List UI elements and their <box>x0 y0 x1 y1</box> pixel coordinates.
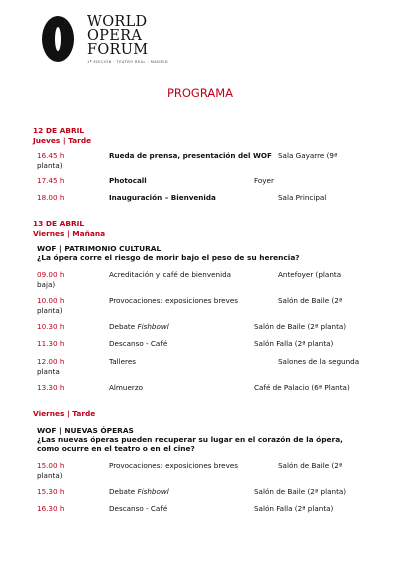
row-place-wrap: planta) <box>37 160 63 170</box>
row-place-wrap: baja) <box>37 279 56 289</box>
row-place: Café de Palacio (6ª Planta) <box>254 383 350 392</box>
row-time: 12.00 h <box>37 357 65 366</box>
row-activity: Talleres <box>109 357 136 366</box>
row-place: Salón Falla (2ª planta) <box>254 339 334 348</box>
row-activity: Provocaciones: exposiciones breves <box>109 461 238 470</box>
row-time: 15.00 h <box>37 461 65 470</box>
row-place: Salones de la segunda <box>278 357 360 366</box>
schedule-row <box>37 193 367 215</box>
row-activity <box>109 487 169 496</box>
logo-tagline: 1ª EDICIÓN · TEATRO REAL · MADRID <box>87 60 169 64</box>
schedule-row <box>37 504 367 526</box>
row-activity <box>109 322 169 331</box>
row-activity-emphasis: Fishbowl <box>137 487 169 496</box>
logo-wordmark <box>87 15 148 57</box>
row-activity: Descanso - Café <box>109 504 168 513</box>
page-title: PROGRAMA <box>166 86 234 100</box>
logo-line-opera: OPERA <box>87 28 143 44</box>
row-activity: Inauguración – Bienvenida <box>109 193 216 202</box>
row-place: Sala Gayarre (9ª <box>278 151 338 160</box>
schedule-row <box>37 357 367 379</box>
row-place: Salón de Baile (2ª <box>278 461 343 470</box>
row-time: 16.30 h <box>37 504 65 513</box>
block-question: ¿La ópera corre el riesgo de morir bajo el peso de su herencia? <box>37 253 300 262</box>
row-activity-text: Debate <box>109 487 138 496</box>
row-activity-emphasis: Fishbowl <box>137 322 169 331</box>
day2-session: Viernes | Mañana <box>33 228 106 238</box>
day2-date: 13 DE ABRIL <box>33 219 85 228</box>
block-title: WOF | PATRIMONIO CULTURAL <box>37 244 162 253</box>
row-time: 10.30 h <box>37 322 65 331</box>
day2-afternoon-session: Viernes | Tarde <box>33 409 96 418</box>
row-activity: Acreditación y café de bienvenida <box>109 270 232 279</box>
row-time: 17.45 h <box>37 176 65 185</box>
row-activity: Provocaciones: exposiciones breves <box>109 296 238 305</box>
row-time: 11.30 h <box>37 339 65 348</box>
row-activity: Descanso - Café <box>109 339 168 348</box>
day1-heading <box>33 126 91 145</box>
block-question-line1: ¿Las nuevas óperas pueden recuperar su lugar en el corazón de la ópera, <box>37 435 343 444</box>
row-place-wrap: planta <box>37 366 60 376</box>
schedule-row <box>37 151 367 173</box>
logo <box>42 14 222 70</box>
schedule-row <box>37 383 367 405</box>
row-place: Foyer <box>254 176 274 185</box>
row-place: Salón de Baile (2ª <box>278 296 343 305</box>
block-title: WOF | NUEVAS ÓPERAS <box>37 426 134 435</box>
row-place: Salón Falla (2ª planta) <box>254 504 334 513</box>
logo-line-world: WORLD <box>87 14 148 30</box>
row-place-wrap: planta) <box>37 305 63 315</box>
row-place-wrap: planta) <box>37 470 63 480</box>
row-activity: Photocall <box>109 176 147 185</box>
day2-afternoon-heading <box>33 409 95 419</box>
schedule-row <box>37 296 367 318</box>
block-heading-nuevas-operas <box>37 426 367 453</box>
row-activity-text: Debate <box>109 322 138 331</box>
schedule-row <box>37 270 367 292</box>
row-place: Antefoyer (planta <box>278 270 342 279</box>
row-time: 09.00 h <box>37 270 65 279</box>
row-time: 18.00 h <box>37 193 65 202</box>
row-activity: Almuerzo <box>109 383 144 392</box>
schedule-row <box>37 461 367 483</box>
row-place: Salón de Baile (2ª planta) <box>254 322 347 331</box>
block-question-line2: como ocurre en el teatro o en el cine? <box>37 444 195 453</box>
row-place: Sala Principal <box>278 193 327 202</box>
row-time: 13.30 h <box>37 383 65 392</box>
row-activity: Rueda de prensa, presentación del WOF <box>109 151 272 160</box>
day2-heading <box>33 219 105 238</box>
day1-date: 12 DE ABRIL <box>33 126 85 135</box>
logo-oval-mark <box>42 16 74 62</box>
logo-line-forum: FORUM <box>87 42 149 58</box>
day1-session: Jueves | Tarde <box>33 135 92 145</box>
row-time: 16.45 h <box>37 151 65 160</box>
row-place: Salón de Baile (2ª planta) <box>254 487 347 496</box>
row-time: 10.00 h <box>37 296 65 305</box>
block-heading-patrimonio <box>37 244 367 262</box>
row-time: 15.30 h <box>37 487 65 496</box>
